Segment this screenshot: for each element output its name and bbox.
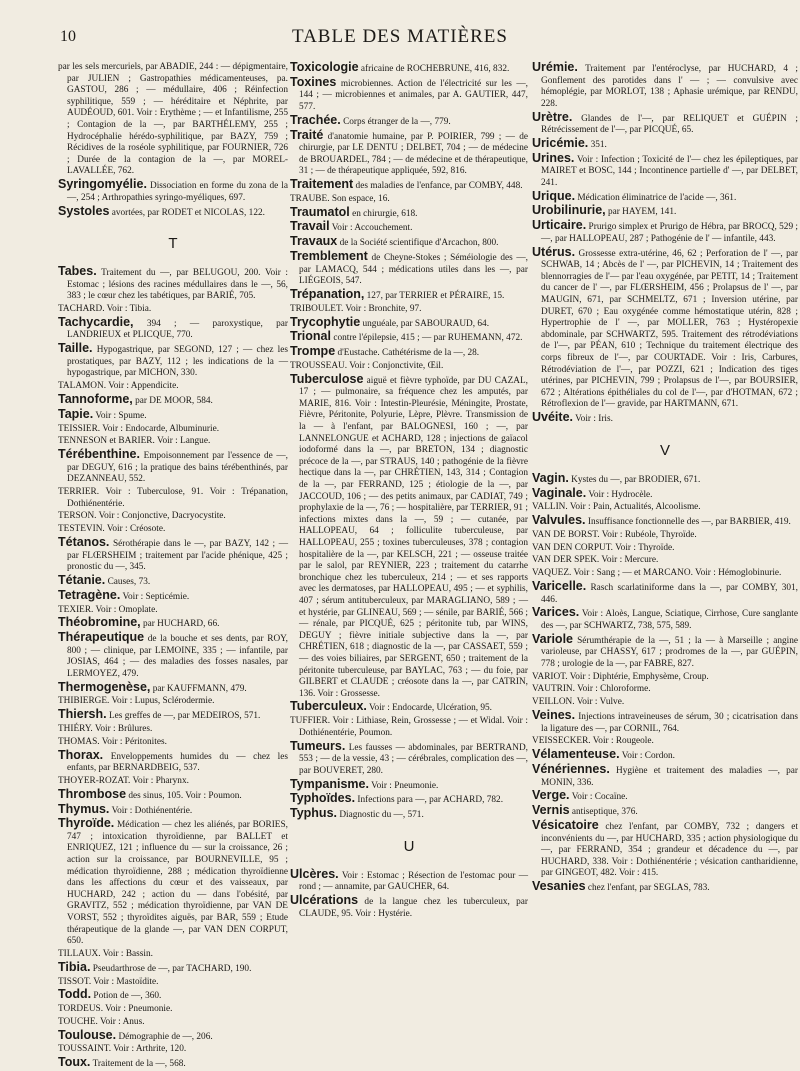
entry-text: VAN DER SPEK. Voir : Mercure. bbox=[532, 555, 659, 566]
entry-text: Empoisonnement par l'essence de —, par DEGUY, 616 ; la pratique des bains térébenthinés, par DEZANNEAU, 552. bbox=[67, 451, 288, 485]
index-column-2 bbox=[290, 62, 528, 1047]
entry-text: Médication — chez les aliénés, par BORIES, 747 ; intoxication thyroïdienne, par BALLET et ENRIQUEZ, 121 ; influence du — sur la croissance, 26 ; action sur la croissance, par BOURNEVILLE, 95 ; médication thyroïdienne, 288 ; médication thyroïdienne dans les affections du cœur et des vaisseaux, par HUCHARD, 242 ; action du — dans l'obésité, par GRAVITZ, 552 ; médication thyroïdienne, par VAN DE VORST, 552 ; thyroïdites aiguës, par BAR, 559 ; Etude thérapeutique de la glande —, par VAN DEN CORPUT, 650. bbox=[67, 820, 288, 947]
index-entry bbox=[58, 801, 288, 818]
entry-headword: Traité bbox=[290, 127, 324, 142]
entry-text: 127, par TERRIER et PÉRAIRE, 15. bbox=[366, 290, 505, 301]
index-column-1 bbox=[58, 62, 289, 1070]
entry-headword: Tympanisme. bbox=[290, 776, 369, 791]
index-entry bbox=[58, 1044, 288, 1056]
entry-headword: Vénériennes. bbox=[532, 761, 610, 776]
entry-headword: Vesanies bbox=[532, 879, 586, 894]
entry-headword: Trachée. bbox=[290, 112, 341, 127]
index-entry bbox=[58, 709, 288, 723]
entry-text: VALLIN. Voir : Pain, Actualités, Alcoolisme. bbox=[532, 502, 701, 513]
entry-group-s bbox=[58, 62, 288, 219]
entry-text: de la bouche et ses dents, par ROY, 800 ; — clinique, par LEMOINE, 335 ; — infantile, par JOSIAS, 464 ; — des maladies des fosses nasales, par LERMOYEZ, 479. bbox=[67, 634, 289, 679]
page-title: TABLE DES MATIÈRES bbox=[292, 26, 508, 47]
entry-text: Les fausses — abdominales, par BERTRAND, 553 ; — de la vessie, 43 ; — cérébrales, complication des —, par BOUVERET, 280. bbox=[299, 742, 528, 776]
index-entry bbox=[290, 716, 528, 739]
entry-headword: Trycophytie bbox=[290, 314, 361, 329]
index-entry bbox=[532, 578, 799, 606]
entry-headword: Théobromine, bbox=[58, 615, 141, 630]
entry-group-u bbox=[290, 866, 529, 921]
entry-headword: Travaux bbox=[290, 234, 338, 249]
entry-text: contre l'épilepsie, 415 ; — par RUHEMANN, 472. bbox=[333, 333, 523, 344]
index-entry bbox=[532, 470, 798, 487]
entry-text: Kystes du —, par BRODIER, 671. bbox=[571, 474, 701, 485]
entry-text: d'anatomie humaine, par P. POIRIER, 799 ; — de chirurgie, par LE DENTU ; DELBET, 704 ; — de médecine de BROUARDEL, 784 ; — de médecine et de thérapeutique, 31 ; — de thérapeutique appliquée, 592, 816. bbox=[299, 131, 528, 177]
entry-text: TERSON. Voir : Conjonctive, Dacryocystite. bbox=[58, 511, 226, 522]
index-entry bbox=[532, 555, 798, 567]
index-entry bbox=[58, 818, 288, 948]
entry-text: TEXIER. Voir : Omoplate. bbox=[58, 604, 158, 615]
entry-headword: Travail bbox=[290, 219, 330, 234]
index-entry bbox=[532, 515, 798, 529]
entry-headword: Vernis bbox=[532, 803, 570, 818]
entry-headword: Thérapeutique bbox=[58, 630, 145, 645]
entry-text: TORDEUS. Voir : Pneumonie. bbox=[58, 1004, 173, 1015]
index-entry bbox=[290, 127, 528, 178]
index-entry bbox=[532, 790, 798, 804]
entry-text: THIÉRY. Voir : Brûlures. bbox=[58, 724, 153, 734]
entry-text: par DE MOOR, 584. bbox=[135, 395, 213, 406]
entry-text: Voir : Hydrocèle. bbox=[588, 489, 653, 500]
index-entry bbox=[58, 617, 288, 631]
entry-text: VEISSECKER. Voir : Rougeole. bbox=[532, 736, 654, 747]
entry-text: Voir : Spume. bbox=[95, 410, 147, 421]
entry-text: Grossesse extra-utérine, 46, 62 ; Perforation de l' —, par SCHWAB, 14 ; Abcès de l' —, par PICHEVIN, 14 ; Traitement des blennorragies de l'— par l'eau oxygénée, par PETIT, 14 ; Traitement du cancer de l' —, par FLŒRSHEIM, 456 ; Prolapsus de l' —, par MAUGIN, 671, par SCHMELTZ, 671 ; Inversion utérine, par DURET, 670 ; Eau oxygénée comme hémostatique utérin, 828 ; Hypertrophie de l' —, par MOLLER, 763 ; Hystéropexie abdominale, par SCHWARTZ, 595. Traitement des rétrodéviations de l'—, par PÉAN, 610 ; Technique du traitement électrique des corps fibreux de l'—, par COURTADE. Voir : Iris, Carbures, Rétrodéviation de l'—, par POZZI, 621 ; Indication des tiges utérines, par PICHEVIN, 799 ; Prolapsus de l'—, par BOURSIER, 672 ; Altérations épithéliales du col de l'—, par d'HOTMAN, 672 ; Rétroflexion de l'— gravide, par HARTMANN, 671. bbox=[541, 248, 799, 410]
entry-headword: Tabes. bbox=[58, 264, 97, 279]
entry-headword: Verge. bbox=[532, 788, 570, 803]
index-entry bbox=[532, 135, 798, 152]
index-entry bbox=[58, 679, 288, 696]
entry-text: Démographie de —, 206. bbox=[118, 1031, 213, 1042]
index-entry bbox=[532, 530, 798, 542]
entry-headword: Varices. bbox=[532, 605, 580, 620]
entry-text: Potion de —, 360. bbox=[93, 991, 162, 1002]
entry-text: TERRIER. Voir : Tuberculose, 91. Voir : Trépanation, Dothiénentérie. bbox=[58, 487, 288, 509]
entry-text: de Cheyne-Stokes ; Séméiologie des —, par LAMACQ, 544 ; médications utiles dans les —, par LIÉGEOIS, 547. bbox=[299, 253, 529, 287]
index-entry bbox=[58, 1057, 288, 1071]
entry-text: Traitement de la —, 568. bbox=[92, 1059, 186, 1070]
entry-headword: Typhus. bbox=[290, 806, 337, 821]
entry-text: Voir : Accouchement. bbox=[331, 223, 413, 234]
index-entry bbox=[290, 346, 528, 360]
entry-text: VAN DE BORST. Voir : Rubéole, Thyroïde. bbox=[532, 529, 697, 540]
entry-text: TRAUBE. Son espace, 16. bbox=[290, 193, 390, 204]
index-entry bbox=[532, 684, 798, 696]
entry-text: antiseptique, 376. bbox=[571, 807, 638, 818]
index-column-3 bbox=[532, 62, 798, 1047]
index-entry bbox=[532, 631, 798, 671]
index-entry bbox=[532, 817, 798, 880]
entry-text: Voir : Aloès, Langue, Sciatique, Cirrhose, Cure sanglante des —, par SCHWARTZ, 738, 575, 589. bbox=[541, 609, 798, 631]
entry-headword: Urobilinurie, bbox=[532, 203, 606, 218]
index-entry bbox=[58, 537, 288, 574]
index-entry bbox=[290, 793, 528, 807]
index-entry bbox=[58, 1004, 288, 1016]
entry-headword: Tannoforme, bbox=[58, 391, 133, 406]
entry-text: Causes, 73. bbox=[107, 576, 151, 587]
index-entry bbox=[58, 406, 288, 423]
entry-text: Voir : Infection ; Toxicité de l'— chez les épileptiques, par MAIRET et BOSC, 144 ; Incontinence partielle d' —, par DELBET, 241. bbox=[541, 154, 799, 188]
index-entry bbox=[532, 710, 798, 735]
index-entry bbox=[58, 632, 288, 680]
entry-text: Sérothérapie dans le —, par BAZY, 142 ; — par FLŒRSHEIM ; traitement par l'acide phénique, 425 ; pronostic du —, 345. bbox=[67, 539, 289, 573]
index-entry bbox=[532, 805, 798, 819]
index-entry bbox=[58, 266, 288, 303]
index-entry bbox=[58, 391, 288, 408]
entry-headword: Thorax. bbox=[58, 747, 104, 762]
entry-headword: Toxicologie bbox=[290, 60, 359, 74]
entry-text: Hygiène et traitement des maladies —, par MONIN, 336. bbox=[541, 765, 799, 788]
entry-text: TESTEVIN. Voir : Créosote. bbox=[58, 524, 166, 535]
entry-text: unguéale, par SABOURAUD, 64. bbox=[362, 318, 490, 329]
entry-text: Prurigo simplex et Prurigo de Hébra, par BROCQ, 529 ; —, par HALLOPEAU, 287 ; Pathogénie de l' — infantile, 443. bbox=[541, 222, 799, 244]
index-entry bbox=[532, 188, 798, 205]
entry-headword: Urique. bbox=[532, 188, 576, 203]
entry-text: TOUCHE. Voir : Anus. bbox=[58, 1016, 145, 1027]
entry-headword: Thyroïde. bbox=[58, 816, 115, 831]
entry-headword: Tetragène. bbox=[58, 587, 121, 602]
entry-headword: Vélamenteuse. bbox=[532, 747, 620, 762]
section-letter-v: V bbox=[659, 441, 670, 459]
entry-headword: Tachycardie, bbox=[58, 314, 134, 329]
index-entry bbox=[532, 412, 798, 426]
index-entry bbox=[58, 449, 288, 486]
index-entry bbox=[58, 203, 288, 220]
entry-headword: Typhoïdes. bbox=[290, 791, 356, 806]
entry-headword: Urètre. bbox=[532, 109, 573, 124]
entry-text: THOYER-ROZAT. Voir : Pharynx. bbox=[58, 775, 189, 786]
entry-group-v bbox=[532, 470, 799, 895]
entry-text: de la langue chez les tuberculeux, par CLAUDE, 95. Voir : Hystérie. bbox=[299, 897, 528, 919]
index-entry bbox=[58, 747, 288, 775]
entry-text: VARIOT. Voir : Diphtérie, Emphysème, Croup. bbox=[532, 671, 709, 682]
entry-group-t bbox=[58, 266, 288, 1071]
index-entry bbox=[290, 776, 528, 793]
entry-text: TISSOT. Voir : Mastoïdite. bbox=[58, 976, 159, 987]
entry-text: THIBIERGE. Voir : Lupus, Sclérodermie. bbox=[58, 696, 215, 707]
entry-text: aiguë et fièvre typhoïde, par DU CAZAL, 17 ; — pulmonaire, sa fréquence chez les amputés, par MARIE, 816. Voir : Intestin-Pleurésie, Méningite, Prostate, Fièvre, Péritonite, Polyurie, Lèpre, Plèvre. Transmission de la — à l'enfant, par BALOGNESI, 160 ; —, par LANNELONGUE et ACHARD, 128 ; injections de gaïacol iodoformé dans la —, par BRETON, 134 ; diagnostic précoce de la —, par STRAUS, 140 ; pathogénie de la fièvre hectique dans la —, par CHRÉTIEN, 143, 314 ; Contagion de la —, par FERRAND, 125 ; étiologie de la —, par JACCOUD, 106 ; — des petits animaux, par CADIAT, 749 ; prophylaxie de la —, 76 ; — hospitalière, par TERRIER, 91 ; infections mixtes dans la —, 59 ; — cutanée, par HALLOPEAU, 64 ; folliculite tuberculeuse, par HALLOPEAU, 255 ; toxines tuberculeuses, 378 ; contagion hospitalière de la —, par KELSCH, 221 ; — osseuse traitée par le salol, par REYNIER, 223 ; traitement du catarrhe bronchique chez les tuberculeux, 214 ; — et ses rapports avec les dermatoses, par HALLOPEAU, 495 ; — et syphilis, 407 ; sérum antituberculeux, par MARAGLIANO, 589 ; — et hystérie, par GLINEAU, 569 ; — sénile, par BARIÉ, 566 ; — rénale, par PICQUÉ, 625 ; péritonite tub, par WINS, DEGUY ; fièvre initiale subjective dans la —, par CHRÉTIEN, 618 ; diagnostic de la —, par CASSAET, 559 ; — des voies biliaires, par SERGENT, 650 ; traitement de la péritonite tuberculeuse, par BAYLAC, 763 ; — du foie, par GILBERT et CLAUDE ; créosote dans la —, par CATRIN, 136. Voir : Grossesse. bbox=[299, 375, 528, 699]
entry-headword: Tétanie. bbox=[58, 572, 106, 587]
entry-headword: Thymus. bbox=[58, 801, 110, 816]
entry-text: des maladies de l'enfance, par COMBY, 448. bbox=[355, 181, 523, 192]
entry-text: Voir : Cocaïne. bbox=[571, 792, 628, 803]
entry-headword: Syringomyélie. bbox=[58, 177, 147, 192]
entry-text: Rasch scarlatiniforme dans la —, par COMBY, 301, 446. bbox=[541, 582, 799, 605]
entry-text: TOUSSAINT. Voir : Arthrite, 120. bbox=[58, 1044, 187, 1055]
index-entry bbox=[532, 749, 798, 763]
entry-text: Voir : Pneumonie. bbox=[371, 780, 439, 791]
entry-text: Voir : Dothiénentérie. bbox=[111, 805, 193, 816]
index-entry bbox=[58, 949, 288, 961]
entry-text: chez l'enfant, par SEGLAS, 783. bbox=[587, 883, 710, 894]
section-letter-u: U bbox=[403, 837, 415, 855]
entry-headword: Uricémie. bbox=[532, 135, 589, 150]
entry-text: Voir : Endocarde, Ulcération, 95. bbox=[369, 703, 493, 714]
entry-headword: Systoles bbox=[58, 203, 110, 218]
entry-headword: Thermogenèse, bbox=[58, 679, 151, 694]
entry-headword: Tremblement bbox=[290, 249, 368, 263]
entry-headword: Urines. bbox=[532, 150, 575, 165]
page-header bbox=[0, 26, 800, 50]
entry-headword: Térébenthine. bbox=[58, 447, 140, 462]
index-entry bbox=[532, 109, 798, 137]
entry-group-t-cont bbox=[290, 62, 528, 822]
index-entry bbox=[290, 204, 528, 221]
index-entry bbox=[532, 62, 798, 110]
entry-text: Médication éliminatrice de l'acide —, 361. bbox=[577, 192, 737, 203]
index-entry bbox=[58, 62, 288, 178]
entry-text: TILLAUX. Voir : Bassin. bbox=[58, 949, 153, 959]
entry-headword: Tétanos. bbox=[58, 535, 110, 549]
entry-text: Enveloppements humides du — chez les enfants, par BERNARDBEIG, 537. bbox=[67, 751, 288, 774]
entry-headword: Trompe bbox=[290, 344, 336, 359]
index-entry bbox=[58, 587, 288, 604]
entry-headword: Taille. bbox=[58, 341, 93, 356]
entry-text: VAUTRIN. Voir : Chloroforme. bbox=[532, 684, 651, 695]
entry-text: Insuffisance fonctionnelle des —, par BARBIER, 419. bbox=[587, 517, 791, 528]
entry-headword: Ulcères. bbox=[290, 866, 339, 881]
section-letter-t: T bbox=[168, 235, 178, 253]
entry-text: par HUCHARD, 66. bbox=[142, 619, 220, 630]
entry-text: VEILLON. Voir : Vulve. bbox=[532, 697, 625, 708]
index-entry bbox=[290, 314, 528, 331]
index-entry bbox=[58, 179, 288, 204]
index-entry bbox=[58, 786, 288, 803]
entry-text: Diagnostic du —, 571. bbox=[339, 810, 424, 821]
entry-headword: Veines. bbox=[532, 708, 576, 723]
entry-text: TRIBOULET. Voir : Bronchite, 97. bbox=[290, 303, 422, 314]
index-entry bbox=[290, 74, 528, 114]
entry-headword: Vagin. bbox=[532, 470, 569, 485]
entry-text: avortées, par RODET et NICOLAS, 122. bbox=[111, 207, 265, 218]
index-entry bbox=[290, 179, 528, 193]
entry-text: par HAYEM, 141. bbox=[607, 207, 677, 218]
entry-text: TALAMON. Voir : Appendicite. bbox=[58, 381, 179, 392]
entry-text: Glandes de l'—, par RELIQUET et GUÉPIN ; Rétrécissement de l'—, par PICQUÉ, 65. bbox=[541, 113, 798, 136]
entry-headword: Varicelle. bbox=[532, 578, 587, 593]
entry-headword: Toux. bbox=[58, 1055, 91, 1070]
entry-text: Les greffes de —, par MEDEIROS, 571. bbox=[108, 711, 261, 722]
index-entry bbox=[290, 286, 528, 303]
index-entry bbox=[290, 62, 528, 76]
index-entry bbox=[58, 487, 288, 510]
entry-text: Voir : Estomac ; Résection de l'estomac pour — rond ; — annamite, par GAUCHER, 64. bbox=[299, 870, 529, 893]
entry-headword: Vésicatoire bbox=[532, 817, 599, 832]
entry-headword: Tapie. bbox=[58, 406, 94, 421]
entry-text: Sérumthérapie de la —, 51 ; la — à Marseille ; angine varioleuse, par CHASSY, 617 ; prodromes de la —, par GUÉPIN, 778 ; urologie de la —, par FABRE, 827. bbox=[541, 635, 798, 669]
entry-text: THOMAS. Voir : Péritonites. bbox=[58, 736, 167, 747]
entry-text: 351. bbox=[590, 139, 607, 150]
index-entry bbox=[532, 543, 798, 555]
entry-text: Hypogastrique, par SEGOND, 127 ; — chez les prostatiques, par BAZY, 112 ; les indications de la — hypogastrique, par MICHON, 330. bbox=[67, 345, 288, 379]
entry-headword: Variole bbox=[532, 631, 573, 646]
entry-text: Infections para —, par ACHARD, 782. bbox=[357, 795, 504, 806]
entry-headword: Todd. bbox=[58, 987, 92, 1002]
entry-headword: Valvules. bbox=[532, 513, 586, 528]
entry-text: par KAUFFMANN, 479. bbox=[152, 683, 247, 694]
entry-headword: Traitement bbox=[290, 177, 354, 192]
index-entry bbox=[58, 724, 288, 736]
entry-text: TUFFIER. Voir : Lithiase, Rein, Grossesse ; — et Widal. Voir : Dothiénentérie, Poumon. bbox=[290, 716, 528, 738]
entry-headword: Tumeurs. bbox=[290, 738, 346, 753]
entry-headword: Trépanation, bbox=[290, 286, 365, 301]
entry-headword: Vaginale. bbox=[532, 485, 587, 500]
index-entry bbox=[290, 331, 528, 345]
index-entry bbox=[290, 371, 528, 701]
index-entry bbox=[532, 205, 798, 219]
index-entry bbox=[290, 895, 528, 920]
entry-text: Dissociation en forme du zona de la —, 254 ; Arthropathies syringo-myéliques, 697. bbox=[67, 181, 288, 203]
entry-headword: Thiersh. bbox=[58, 707, 107, 722]
index-entry bbox=[290, 112, 528, 129]
index-entry bbox=[290, 808, 528, 822]
entry-group-u-cont bbox=[532, 62, 798, 426]
entry-headword: Tibia. bbox=[58, 959, 91, 974]
entry-text: Injections intraveineuses de sérum, 30 ; cicatrisation dans la ligature des —, par CORNIL, 764. bbox=[541, 712, 798, 734]
index-entry bbox=[58, 572, 288, 589]
index-entry bbox=[58, 959, 288, 976]
entry-text: par les sels mercuriels, par ABADIE, 244 : — dépigmentaire, par JULIEN ; Gastropathies médicamenteuses, pa. GASTOU, 286 ; — médullaire, 406 ; Réinfection syphilitique, 559 ; — héréditaire et Néphrite, par AUDÉOUD, 601. Voir : Erythème ; — et Infantilisme, 255 ; Contagion de la —, par BARTHÉLEMY, 255 ; Hydrocéphalie hérédo-syphilitique, par BAZY, 759 ; Récidives de la roséole syphilitique, par FOURNIER, 726 ; Durée de la contagion de la —, par MOREL-LAVALLÉE, 762. bbox=[58, 62, 288, 177]
entry-text: VAQUEZ. Voir : Sang ; — et MARCANO. Voir : Hémoglobinurie. bbox=[532, 568, 782, 579]
index-entry bbox=[290, 738, 528, 778]
entry-text: TENNESON et BARIER. Voir : Langue. bbox=[58, 436, 211, 447]
entry-text: TACHARD. Voir : Tibia. bbox=[58, 304, 152, 315]
entry-text: en chirurgie, 618. bbox=[352, 208, 418, 219]
index-entry bbox=[532, 150, 799, 190]
entry-headword: Uvéite. bbox=[532, 410, 573, 425]
index-entry bbox=[58, 511, 288, 523]
entry-headword: Utérus. bbox=[532, 244, 576, 259]
entry-text: chez l'enfant, par COMBY, 732 ; dangers et inconvénients du —, par HUCHARD, 335 ; action physiologique du —, par FERRAND, 354 ; grandeur et décadence du —, par HUCHARD, 338. Voir : Dothiénentérie ; vésication cantharidienne, par GINGEOT, 482. Voir : 415. bbox=[541, 821, 798, 879]
index-entry bbox=[58, 424, 288, 436]
entry-text: Pseudarthrose de —, par TACHARD, 190. bbox=[92, 963, 252, 974]
index-entry bbox=[532, 881, 798, 895]
index-entry bbox=[532, 672, 798, 684]
entry-text: de la Société scientifique d'Arcachon, 800. bbox=[339, 238, 499, 249]
index-entry bbox=[532, 485, 798, 502]
entry-headword: Trional bbox=[290, 329, 331, 344]
index-entry bbox=[58, 977, 288, 989]
index-entry bbox=[58, 1027, 288, 1044]
entry-text: africaine de ROCHEBRUNE, 416, 832. bbox=[360, 64, 510, 74]
entry-text: Traitement du —, par BELUGOU, 200. Voir : Estomac ; lésions des racines médullaires dans le —, 56, 383 ; le cœur chez les tabétiques, par BARIÉ, 705. bbox=[67, 268, 289, 302]
entry-text: TEISSIER. Voir : Endocarde, Albuminurie. bbox=[58, 423, 220, 434]
entry-headword: Toxines bbox=[290, 74, 337, 89]
index-entry bbox=[290, 236, 528, 250]
entry-text: des sinus, 105. Voir : Poumon. bbox=[128, 790, 242, 801]
index-columns bbox=[58, 60, 799, 1070]
index-entry bbox=[58, 343, 288, 380]
entry-text: Traitement par l'entéroclyse, par HUCHARD, 4 ; Gonflement des parotides dans l' — ; — convulsive avec hémoplégie, par MORLOT, 138 ; Aphasie urémique, par RENDU, 228. bbox=[541, 64, 798, 109]
index-entry bbox=[290, 866, 529, 894]
entry-headword: Toulouse. bbox=[58, 1027, 117, 1042]
entry-text: Voir : Iris. bbox=[575, 414, 613, 425]
entry-text: VAN DEN CORPUT. Voir : Thyroïde. bbox=[532, 542, 675, 553]
index-entry bbox=[290, 701, 528, 715]
index-entry bbox=[290, 251, 528, 288]
index-entry bbox=[532, 761, 799, 789]
entry-text: microbiennes. Action de l'électricité sur les —, 144 ; — microbiennes et animales, par A. GAUTIER, 447, 577. bbox=[299, 78, 528, 112]
entry-headword: Ulcérations bbox=[290, 893, 359, 908]
entry-text: Corps étranger de la —, 779. bbox=[343, 116, 451, 127]
entry-headword: Thrombose bbox=[58, 786, 127, 801]
entry-text: d'Eustache. Cathétérisme de la —, 28. bbox=[337, 348, 480, 359]
entry-text: Voir : Cordon. bbox=[621, 751, 675, 762]
entry-text: Voir : Septicémie. bbox=[122, 591, 190, 602]
entry-text: TROUSSEAU. Voir : Conjonctivite, Œil. bbox=[290, 360, 444, 371]
index-entry bbox=[58, 989, 288, 1003]
entry-headword: Traumatol bbox=[290, 204, 350, 219]
page-number: 10 bbox=[60, 28, 76, 45]
entry-headword: Tuberculose bbox=[290, 371, 364, 386]
index-entry bbox=[290, 221, 528, 235]
index-entry bbox=[58, 314, 289, 342]
entry-headword: Tuberculeux. bbox=[290, 699, 367, 714]
index-entry bbox=[532, 244, 799, 411]
entry-text: 394 ; — paroxystique, par LANDRIEUX et PLICQUE, 770. bbox=[67, 318, 289, 341]
index-entry bbox=[532, 607, 798, 632]
entry-headword: Urémie. bbox=[532, 60, 578, 74]
index-entry bbox=[532, 220, 798, 245]
entry-headword: Urticaire. bbox=[532, 218, 587, 233]
